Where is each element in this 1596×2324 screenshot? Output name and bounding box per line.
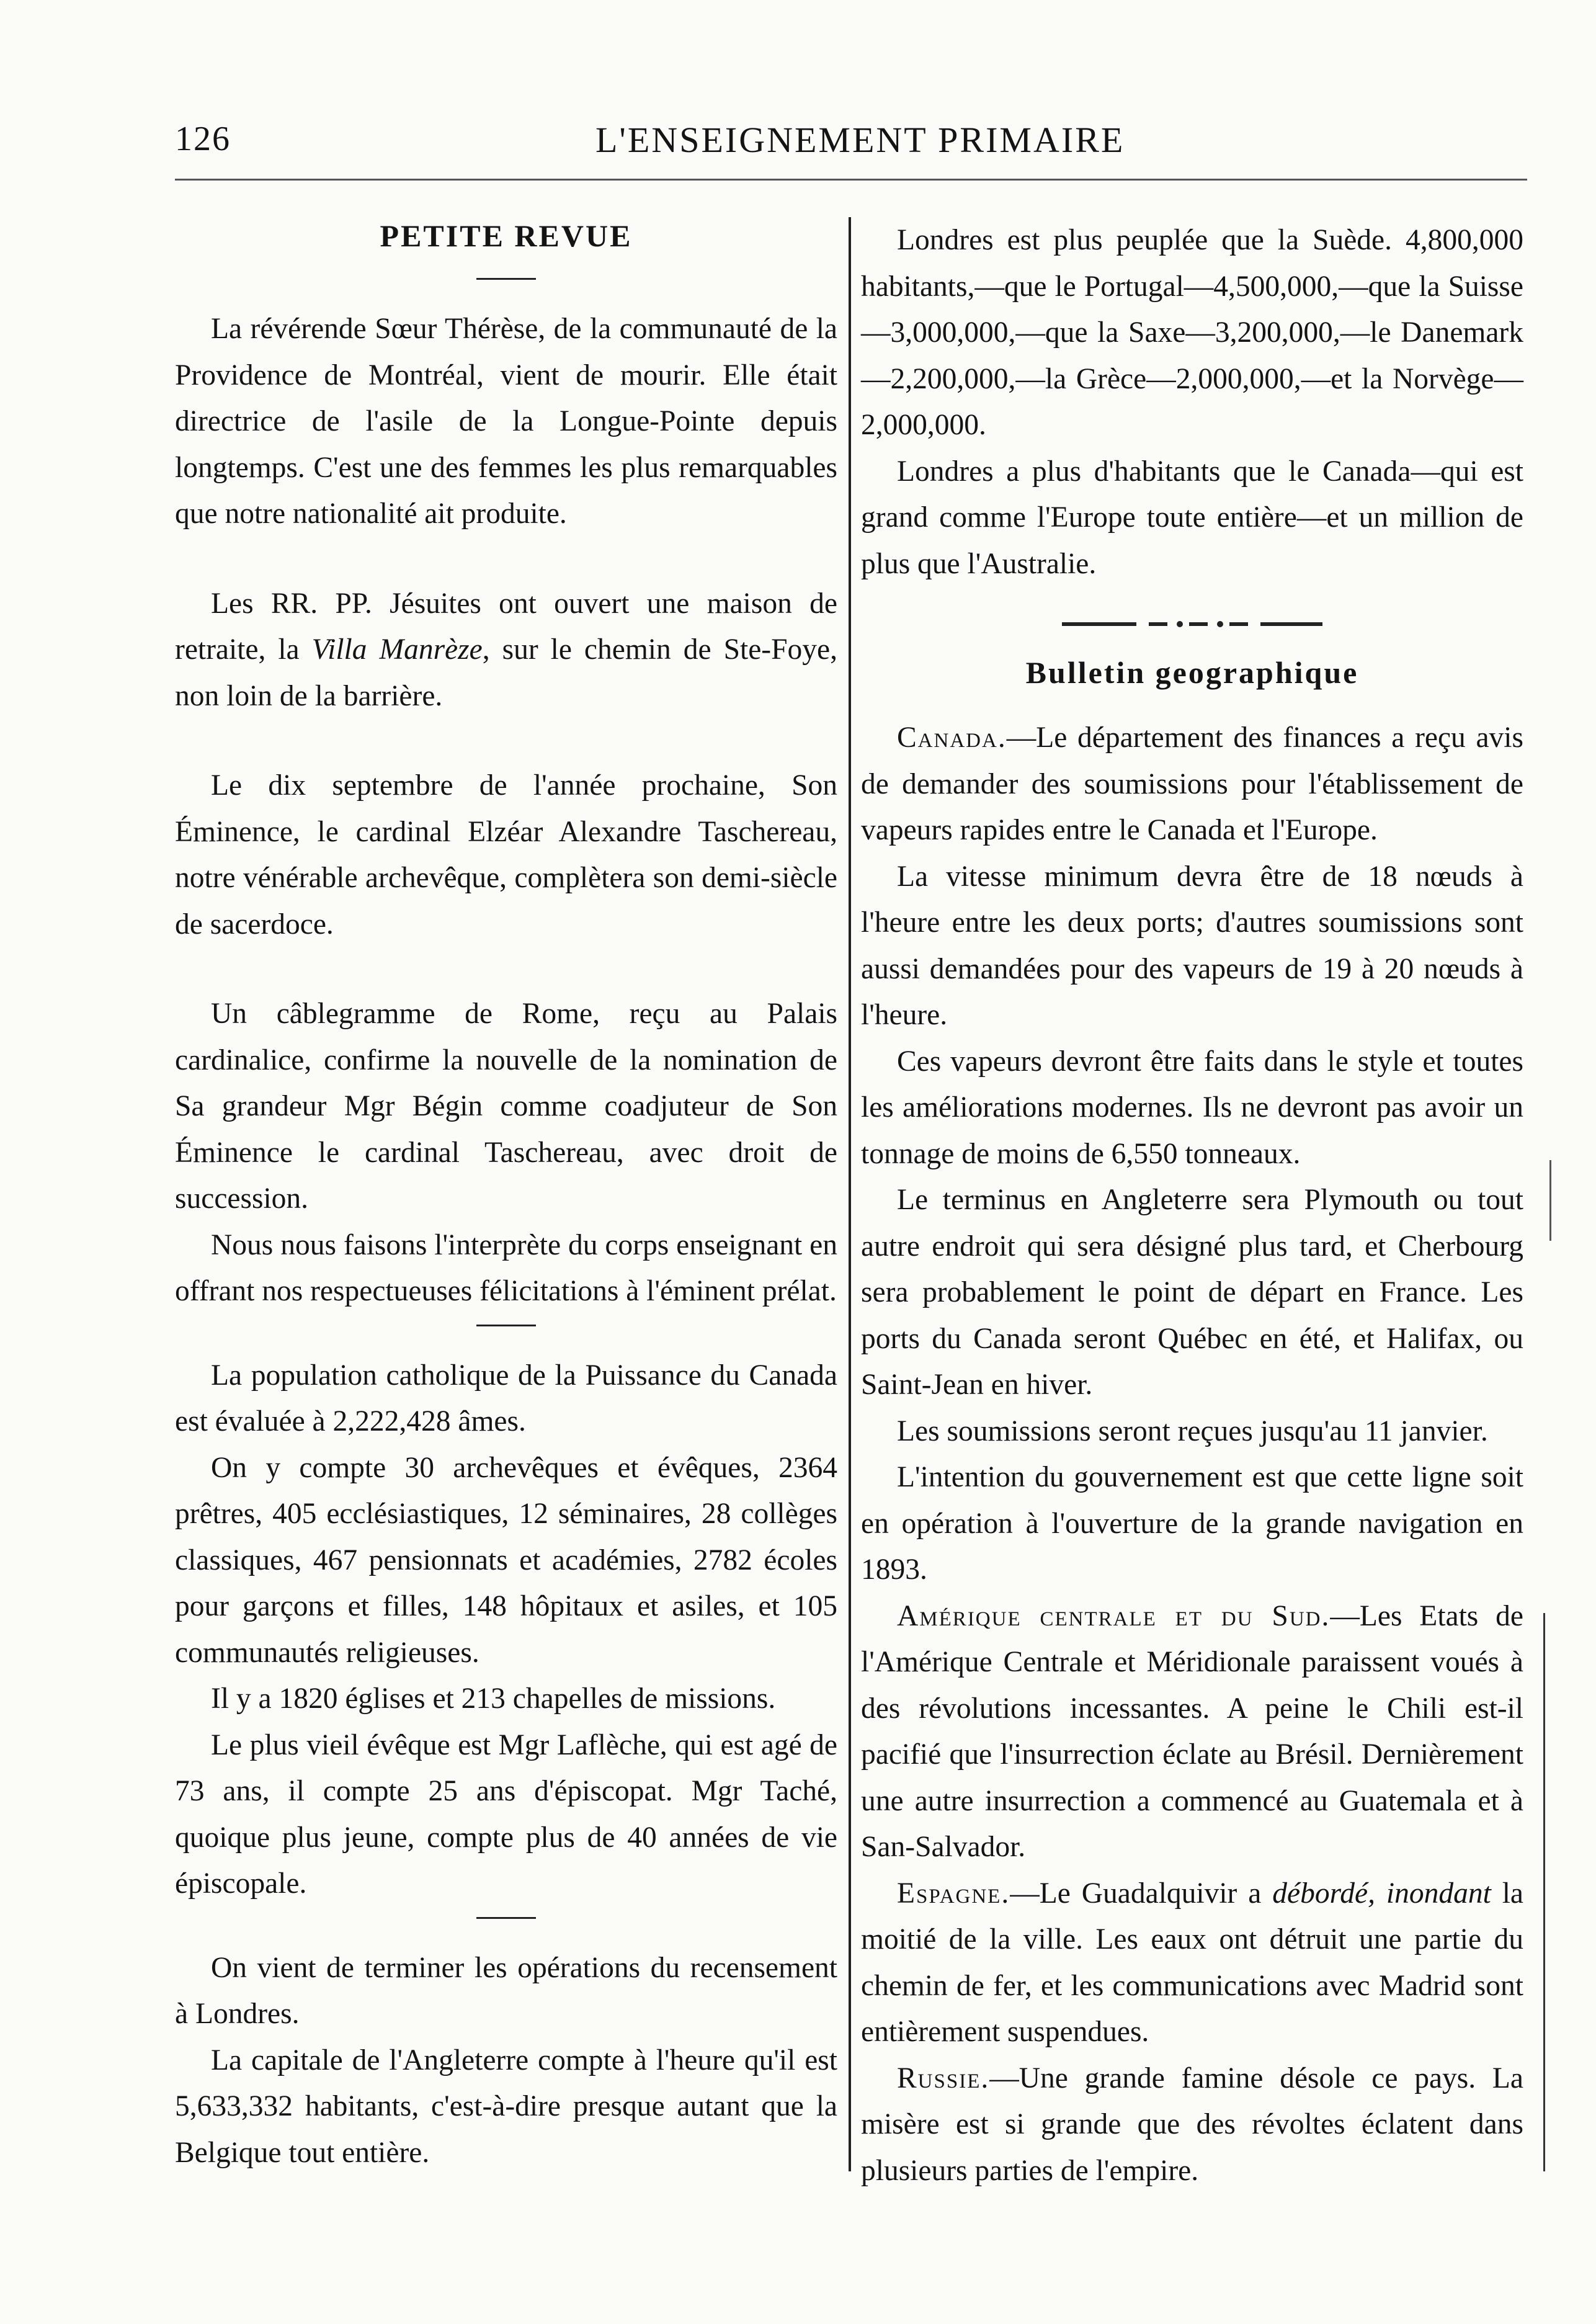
paragraph: Le plus vieil évêque est Mgr Laflèche, qui est agé de 73 ans, il compte 25 ans d'épiscopat. Mgr Taché, quoique plus jeune, compte plus de 40 années de vie épiscopale.: [175, 1728, 837, 1900]
paragraph: Le dix septembre de l'année prochaine, Son Éminence, le cardinal Elzéar Alexandre Taschereau, notre vénérable archevêque, complètera son demi-siècle de sacerdoce.: [175, 769, 837, 941]
text-run: Les RR. PP. Jésuites ont ouvert une maison de retraite, la: [175, 587, 837, 666]
page-number: 126: [175, 120, 231, 158]
text-run: —Le Guadalquivir a: [1010, 1877, 1273, 1910]
text-run: —Le département des finances a reçu avis de demander des soumissions pour l'établissement de vapeurs rapides entre le Canada et l'Europe.: [861, 722, 1523, 846]
text-run: —Une grande famine désole ce pays. La misère est si grande que des révoltes éclatent dans plusieurs parties de l'empire.: [861, 2062, 1523, 2187]
paragraph: On vient de terminer les opérations du recensement à Londres.: [175, 1951, 837, 2030]
section-label: Russie.: [897, 2062, 990, 2094]
section-label: Espagne.: [897, 1877, 1010, 1910]
bulletin-heading: Bulletin geographique: [1025, 655, 1359, 690]
paragraph: L'intention du gouvernement est que cette ligne soit en opération à l'ouverture de la grande navigation en 1893.: [861, 1461, 1523, 1586]
paragraph: Nous nous faisons l'interprète du corps enseignant en offrant nos respectueuses félicitations à l'éminent prélat.: [175, 1228, 837, 1307]
paragraph: [861, 1870, 1523, 2055]
paragraph: Un câblegramme de Rome, reçu au Palais cardinalice, confirme la nouvelle de la nomination de Sa grandeur Mgr Bégin comme coadjuteur de Son Éminence le cardinal Taschereau, avec droit de succession.: [175, 998, 837, 1215]
paragraph: Les soumissions seront reçues jusqu'au 11 janvier.: [897, 1415, 1488, 1447]
text-run: la moitié de la ville. Les eaux ont détruit une partie du chemin de fer, et les communications avec Madrid sont entièrement suspendues.: [861, 1877, 1523, 2048]
paragraph: Londres a plus d'habitants que le Canada—qui est grand comme l'Europe toute entière—et un million de plus que l'Australie.: [861, 455, 1523, 580]
paragraph: Ces vapeurs devront être faits dans le style et toutes les améliorations modernes. Ils ne devront pas avoir un tonnage de moins de 6,550 tonneaux.: [861, 1045, 1523, 1170]
section-dash: [476, 278, 536, 280]
text-run: —Les Etats de l'Amérique Centrale et Méridionale paraissent voués à des révolutions incessantes. A peine le Chili est-il pacifié que l'insurrection éclate au Brésil. Dernièrement une autre insurrection a commencé au Guatemala et à San-Salvador.: [861, 1599, 1523, 1863]
italic-text: débordé, inondant: [1272, 1877, 1491, 1910]
left-column: [175, 217, 837, 2176]
running-title: L'ENSEIGNEMENT PRIMAIRE: [595, 120, 1125, 160]
paragraph: La capitale de l'Angleterre compte à l'heure qu'il est 5,633,332 habitants, c'est-à-dire presque autant que la Belgique tout entière.: [175, 2044, 837, 2169]
paragraph: On y compte 30 archevêques et évêques, 2364 prêtres, 405 ecclésiastiques, 12 séminaires, 28 collèges classiques, 467 pensionnats et académies, 2782 écoles pour garçons et filles, 148 hôpitaux et asiles, et 105 communautés religieuses.: [175, 1451, 837, 1669]
paragraph: [861, 2055, 1523, 2194]
section-label: Amérique centrale et du Sud.: [897, 1599, 1331, 1632]
text-run: , sur le chemin de Ste-Foye, non loin de la barrière.: [175, 633, 837, 712]
paragraph: La population catholique de la Puissance du Canada est évaluée à 2,222,428 âmes.: [175, 1359, 837, 1437]
column-divider: [849, 217, 851, 2171]
paragraph: [861, 1593, 1523, 1870]
section-dash: [476, 1917, 536, 1919]
header-rule: [175, 179, 1527, 181]
section-dash: [476, 1325, 536, 1326]
paragraph: [861, 715, 1523, 854]
page-header: [0, 119, 1596, 169]
paragraph: La révérende Sœur Thérèse, de la communauté de la Providence de Montréal, vient de mourir. Elle était directrice de l'asile de la Longue-Pointe depuis longtemps. C'est une des femmes les plus remarquables que notre nationalité ait produite.: [175, 313, 837, 530]
paragraph: Il y a 1820 églises et 213 chapelles de missions.: [211, 1683, 776, 1715]
section-label: Canada.: [897, 722, 1007, 754]
petite-revue-heading: PETITE REVUE: [380, 218, 633, 253]
paragraph: Londres est plus peuplée que la Suède. 4,800,000 habitants,—que le Portugal—4,500,000,—que la Suisse—3,000,000,—que la Saxe—3,200,000,—le Danemark—2,200,000,—la Grèce—2,000,000,—et la Norvège—2,000,000.: [861, 224, 1523, 441]
paragraph: [175, 581, 837, 720]
ornament-rule: [1062, 619, 1322, 629]
right-column: [861, 217, 1523, 2194]
paragraph: Le terminus en Angleterre sera Plymouth ou tout autre endroit qui sera désigné plus tard, et Cherbourg sera probablement le point de départ en France. Les ports du Canada seront Québec en été, et Halifax, ou Saint-Jean en hiver.: [861, 1184, 1523, 1401]
paragraph: La vitesse minimum devra être de 18 nœuds à l'heure entre les deux ports; d'autres soumissions sont aussi demandées pour des vapeurs de 19 à 20 nœuds à l'heure.: [861, 860, 1523, 1031]
margin-mark: [1549, 1160, 1551, 1241]
italic-text: Villa Manrèze: [311, 633, 483, 666]
margin-rule: [1543, 1613, 1545, 2171]
